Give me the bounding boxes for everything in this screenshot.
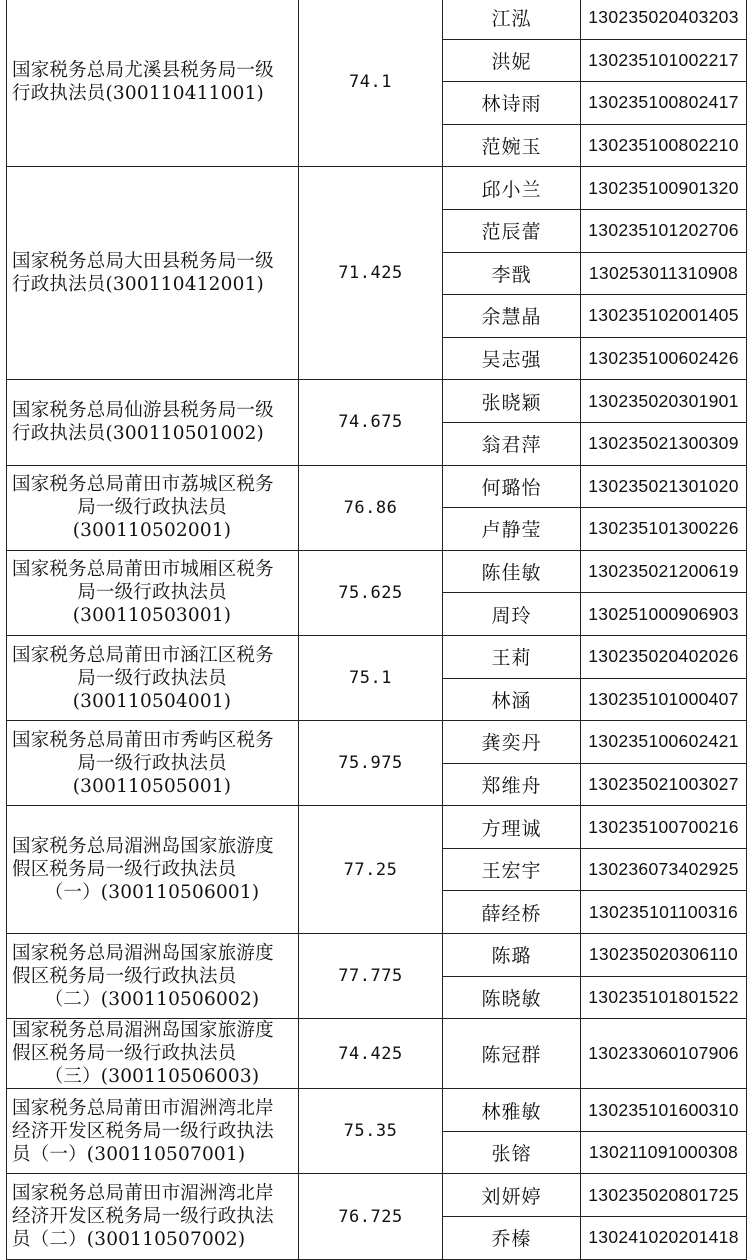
position-line: 国家税务总局湄洲岛国家旅游度 — [12, 942, 274, 964]
candidate-exam-id: 130235020403203 — [581, 0, 747, 39]
candidate-name: 龚奕丹 — [443, 721, 581, 764]
position-line: 国家税务总局莆田市荔城区税务 — [12, 474, 274, 496]
candidate-name: 林雅敏 — [443, 1089, 581, 1132]
cutoff-score: 74.675 — [299, 380, 443, 465]
position-line: (300110504001) — [72, 690, 232, 712]
candidate-exam-id: 130235100802210 — [581, 124, 747, 167]
candidate-name: 薛经桥 — [443, 891, 581, 934]
candidate-exam-id: 130235021003027 — [581, 763, 747, 806]
candidate-name: 邱小兰 — [443, 167, 581, 210]
candidate-exam-id: 130235101600310 — [581, 1089, 747, 1132]
candidate-exam-id: 130235020306110 — [581, 934, 747, 977]
candidate-name: 周玲 — [443, 593, 581, 636]
candidate-exam-id: 130235101202706 — [581, 209, 747, 252]
position-cell — [7, 806, 299, 934]
position-line: 行政执法员(300110412001) — [12, 274, 264, 296]
cutoff-score: 74.425 — [299, 1019, 443, 1089]
candidate-exam-id: 130211091000308 — [581, 1131, 747, 1174]
position-line: 假区税务局一级行政执法员 — [12, 965, 237, 987]
candidate-exam-id: 130253011310908 — [581, 252, 747, 295]
position-cell — [7, 380, 299, 465]
position-cell — [7, 1019, 299, 1089]
position-line: 行政执法员(300110411001) — [12, 82, 264, 104]
position-cell — [7, 635, 299, 720]
candidate-name: 江泓 — [443, 0, 581, 39]
candidate-exam-id: 130235101002217 — [581, 39, 747, 82]
position-cell — [7, 1089, 299, 1174]
position-line: 国家税务总局莆田市秀屿区税务 — [12, 729, 274, 751]
candidate-exam-id: 130233060107906 — [581, 1019, 747, 1089]
candidate-name: 方理诚 — [443, 806, 581, 849]
candidate-name: 陈冠群 — [443, 1019, 581, 1089]
candidate-name: 卢静莹 — [443, 508, 581, 551]
position-line: (300110502001) — [72, 520, 232, 542]
candidate-exam-id: 130235021301020 — [581, 465, 747, 508]
position-line: (300110503001) — [72, 605, 232, 627]
candidate-exam-id: 130236073402925 — [581, 848, 747, 891]
candidate-name: 张晓颖 — [443, 380, 581, 423]
position-line: 局一级行政执法员 — [77, 752, 227, 774]
candidate-exam-id: 130235102001405 — [581, 295, 747, 338]
position-cell — [7, 721, 299, 806]
candidate-name: 吴志强 — [443, 337, 581, 380]
candidate-name: 王莉 — [443, 635, 581, 678]
table-row — [7, 635, 747, 678]
cutoff-score: 77.25 — [299, 806, 443, 934]
position-cell — [7, 0, 299, 167]
candidate-name: 李戬 — [443, 252, 581, 295]
position-line: 国家税务总局莆田市城厢区税务 — [12, 559, 274, 581]
candidate-exam-id: 130251000906903 — [581, 593, 747, 636]
position-cell — [7, 1174, 299, 1259]
candidate-name: 刘妍婷 — [443, 1174, 581, 1217]
position-line: 经济开发区税务局一级行政执法 — [12, 1120, 274, 1142]
candidate-exam-id: 130235101000407 — [581, 678, 747, 721]
cutoff-score: 76.725 — [299, 1174, 443, 1259]
candidate-name: 陈晓敏 — [443, 976, 581, 1019]
candidate-exam-id: 130235101801522 — [581, 976, 747, 1019]
position-line: 国家税务总局大田县税务局一级 — [12, 251, 274, 273]
cutoff-score: 75.1 — [299, 635, 443, 720]
position-cell — [7, 934, 299, 1019]
candidate-name: 陈佳敏 — [443, 550, 581, 593]
position-line: （一）(300110506001) — [44, 882, 260, 904]
cutoff-score: 76.86 — [299, 465, 443, 550]
position-line: 员（一）(300110507001) — [12, 1143, 246, 1165]
position-line: 局一级行政执法员 — [77, 497, 227, 519]
position-line: (300110505001) — [72, 775, 232, 797]
position-line: 国家税务总局仙游县税务局一级 — [12, 400, 274, 422]
position-line: 局一级行政执法员 — [77, 667, 227, 689]
table-row — [7, 1019, 747, 1089]
candidate-exam-id: 130235020301901 — [581, 380, 747, 423]
table-row — [7, 934, 747, 977]
table-row — [7, 806, 747, 849]
candidate-exam-id: 130235100700216 — [581, 806, 747, 849]
candidate-name: 王宏宇 — [443, 848, 581, 891]
cutoff-score: 74.1 — [299, 0, 443, 167]
position-line: 局一级行政执法员 — [77, 582, 227, 604]
position-line: 行政执法员(300110501002) — [12, 423, 264, 445]
candidate-name: 陈璐 — [443, 934, 581, 977]
table-row — [7, 550, 747, 593]
position-line: 员（二）(300110507002) — [12, 1229, 246, 1251]
results-table — [6, 0, 747, 1260]
position-line: 经济开发区税务局一级行政执法 — [12, 1206, 274, 1228]
position-line: 假区税务局一级行政执法员 — [12, 859, 237, 881]
cutoff-score: 71.425 — [299, 167, 443, 380]
candidate-name: 郑维舟 — [443, 763, 581, 806]
candidate-exam-id: 130235100602421 — [581, 721, 747, 764]
candidate-name: 何璐怡 — [443, 465, 581, 508]
candidate-name: 余慧晶 — [443, 295, 581, 338]
cutoff-score: 77.775 — [299, 934, 443, 1019]
candidate-name: 范婉玉 — [443, 124, 581, 167]
candidate-exam-id: 130235020801725 — [581, 1174, 747, 1217]
cutoff-score: 75.35 — [299, 1089, 443, 1174]
candidate-exam-id: 130241020201418 — [581, 1217, 747, 1260]
position-cell — [7, 550, 299, 635]
position-line: 国家税务总局尤溪县税务局一级 — [12, 59, 274, 81]
candidate-exam-id: 130235021300309 — [581, 422, 747, 465]
table-row — [7, 0, 747, 39]
candidate-exam-id: 130235020402026 — [581, 635, 747, 678]
candidate-name: 范辰蕾 — [443, 209, 581, 252]
candidate-exam-id: 130235100802417 — [581, 82, 747, 125]
position-line: 国家税务总局莆田市湄洲湾北岸 — [12, 1183, 274, 1205]
table-row — [7, 465, 747, 508]
position-cell — [7, 167, 299, 380]
table-row — [7, 1174, 747, 1217]
candidate-exam-id: 130235100602426 — [581, 337, 747, 380]
position-line: 国家税务总局湄洲岛国家旅游度 — [12, 836, 274, 858]
position-line: 国家税务总局莆田市湄洲湾北岸 — [12, 1097, 274, 1119]
candidate-exam-id: 130235021200619 — [581, 550, 747, 593]
cutoff-score: 75.975 — [299, 721, 443, 806]
table-row — [7, 721, 747, 764]
candidate-exam-id: 130235100901320 — [581, 167, 747, 210]
table-row — [7, 167, 747, 210]
position-line: 国家税务总局莆田市涵江区税务 — [12, 644, 274, 666]
candidate-name: 林涵 — [443, 678, 581, 721]
candidate-name: 乔榛 — [443, 1217, 581, 1260]
candidate-name: 洪妮 — [443, 39, 581, 82]
position-line: 假区税务局一级行政执法员 — [12, 1043, 237, 1065]
results-table-body — [7, 0, 747, 1259]
candidate-name: 张镕 — [443, 1131, 581, 1174]
position-line: （三）(300110506003) — [44, 1066, 260, 1088]
candidate-exam-id: 130235101300226 — [581, 508, 747, 551]
table-row — [7, 380, 747, 423]
position-line: 国家税务总局湄洲岛国家旅游度 — [12, 1020, 274, 1042]
position-cell — [7, 465, 299, 550]
position-line: （二）(300110506002) — [44, 988, 260, 1010]
candidate-name: 翁君萍 — [443, 422, 581, 465]
candidate-name: 林诗雨 — [443, 82, 581, 125]
cutoff-score: 75.625 — [299, 550, 443, 635]
candidate-exam-id: 130235101100316 — [581, 891, 747, 934]
table-row — [7, 1089, 747, 1132]
